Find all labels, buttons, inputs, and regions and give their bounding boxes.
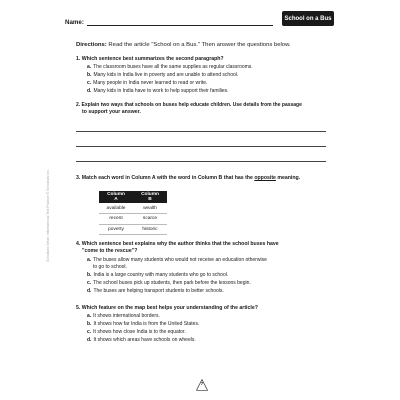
question-4-prompt-line-2: "come to the rescue"?	[82, 248, 138, 254]
question-3-prompt	[76, 175, 344, 182]
prompt-text: meaning.	[275, 175, 301, 181]
question-5-prompt: 5. Which feature on the map best helps your understanding of the article?	[76, 305, 258, 311]
option-text: It shows which areas have schools on wheels.	[93, 337, 196, 343]
name-row	[65, 19, 273, 26]
option-text: The classroom buses have all the same supplies as regular classrooms.	[93, 64, 253, 70]
option-text: Many kids in India live in poverty and are unable to attend school.	[93, 72, 239, 78]
option-text: Many people in India never learned to read or write.	[93, 80, 208, 86]
question-4-option-d[interactable]	[87, 288, 343, 295]
question-1-prompt: 1. Which sentence best summarizes the second paragraph?	[76, 56, 224, 62]
side-copyright-text: Scholastic News: Informational Text Practice © Scholastic Inc.	[46, 169, 50, 262]
name-label: Name:	[65, 19, 84, 26]
option-letter: a.	[87, 313, 92, 319]
option-letter: c.	[87, 80, 92, 86]
column-b-word[interactable]: wealth	[133, 203, 167, 214]
question-4-option-a[interactable]	[87, 257, 343, 264]
question-1-option-c[interactable]	[87, 80, 343, 87]
table-row	[99, 214, 167, 225]
page-number-badge	[196, 378, 208, 390]
prompt-underlined-word: opposite	[254, 175, 276, 181]
option-letter: b.	[87, 321, 92, 327]
question-1-option-a[interactable]	[87, 64, 343, 71]
option-text: It shows how far India is from the United States.	[93, 321, 200, 327]
column-a-word[interactable]: recent	[99, 214, 133, 225]
option-letter: b.	[87, 272, 92, 278]
question-4-option-c[interactable]	[87, 280, 343, 287]
column-b-word[interactable]: historic	[133, 224, 167, 235]
matching-table	[99, 191, 167, 235]
column-a-word[interactable]: available	[99, 203, 133, 214]
option-letter: c.	[87, 329, 92, 335]
option-letter: a.	[87, 257, 92, 263]
title-tag: School on a Bus	[282, 11, 334, 26]
column-a-word[interactable]: poverty	[99, 224, 133, 235]
answer-line[interactable]	[76, 131, 326, 132]
prompt-text: 3. Match each word in Column A with the word in Column B that has the	[76, 175, 255, 181]
option-text: India is a large country with many students who go to school.	[93, 272, 229, 278]
directions-label: Directions:	[76, 42, 107, 48]
question-5-option-a[interactable]	[87, 313, 343, 320]
option-text: Many kids in India have to work to help support their families.	[93, 88, 229, 94]
directions-text: Read the article "School on a Bus." Then answer the questions below.	[108, 42, 291, 48]
answer-line[interactable]	[76, 146, 326, 147]
question-1-option-b[interactable]	[87, 72, 343, 79]
question-4-option-a-continued[interactable]	[93, 264, 349, 271]
question-2-prompt-line-1: 2. Explain two ways that schools on buses help educate children. Use details from the passage	[76, 102, 302, 108]
option-text: to go to school.	[93, 264, 127, 270]
option-letter: b.	[87, 72, 92, 78]
page-number: 7	[200, 381, 204, 386]
answer-line[interactable]	[76, 161, 326, 162]
question-4-option-b[interactable]	[87, 272, 343, 279]
table-row	[99, 224, 167, 235]
option-text: The school buses pick up students, then park before the lessons begin.	[93, 280, 251, 286]
question-5-option-c[interactable]	[87, 329, 343, 336]
question-2-prompt-line-2: to support your answer.	[82, 109, 141, 115]
column-a-header: Column A	[99, 191, 133, 203]
question-1-option-d[interactable]	[87, 88, 343, 95]
option-text: The buses allow many students who would not receive an education otherwise	[93, 257, 267, 263]
name-blank-line[interactable]	[87, 20, 273, 26]
table-row	[99, 203, 167, 214]
option-text: It shows international borders.	[93, 313, 160, 319]
column-b-word[interactable]: scarce	[133, 214, 167, 225]
question-4-prompt-line-1: 4. Which sentence best explains why the author thinks that the school buses have	[76, 241, 279, 247]
option-letter: a.	[87, 64, 92, 70]
question-5-option-b[interactable]	[87, 321, 343, 328]
option-letter: d.	[87, 337, 92, 343]
option-letter: d.	[87, 88, 92, 94]
question-5-option-d[interactable]	[87, 337, 343, 344]
directions	[76, 42, 291, 48]
column-b-header: Column B	[133, 191, 167, 203]
option-text: It shows how close India is to the equator.	[93, 329, 186, 335]
option-letter: c.	[87, 280, 92, 286]
option-text: The buses are helping transport students to better schools.	[93, 288, 224, 294]
option-letter: d.	[87, 288, 92, 294]
